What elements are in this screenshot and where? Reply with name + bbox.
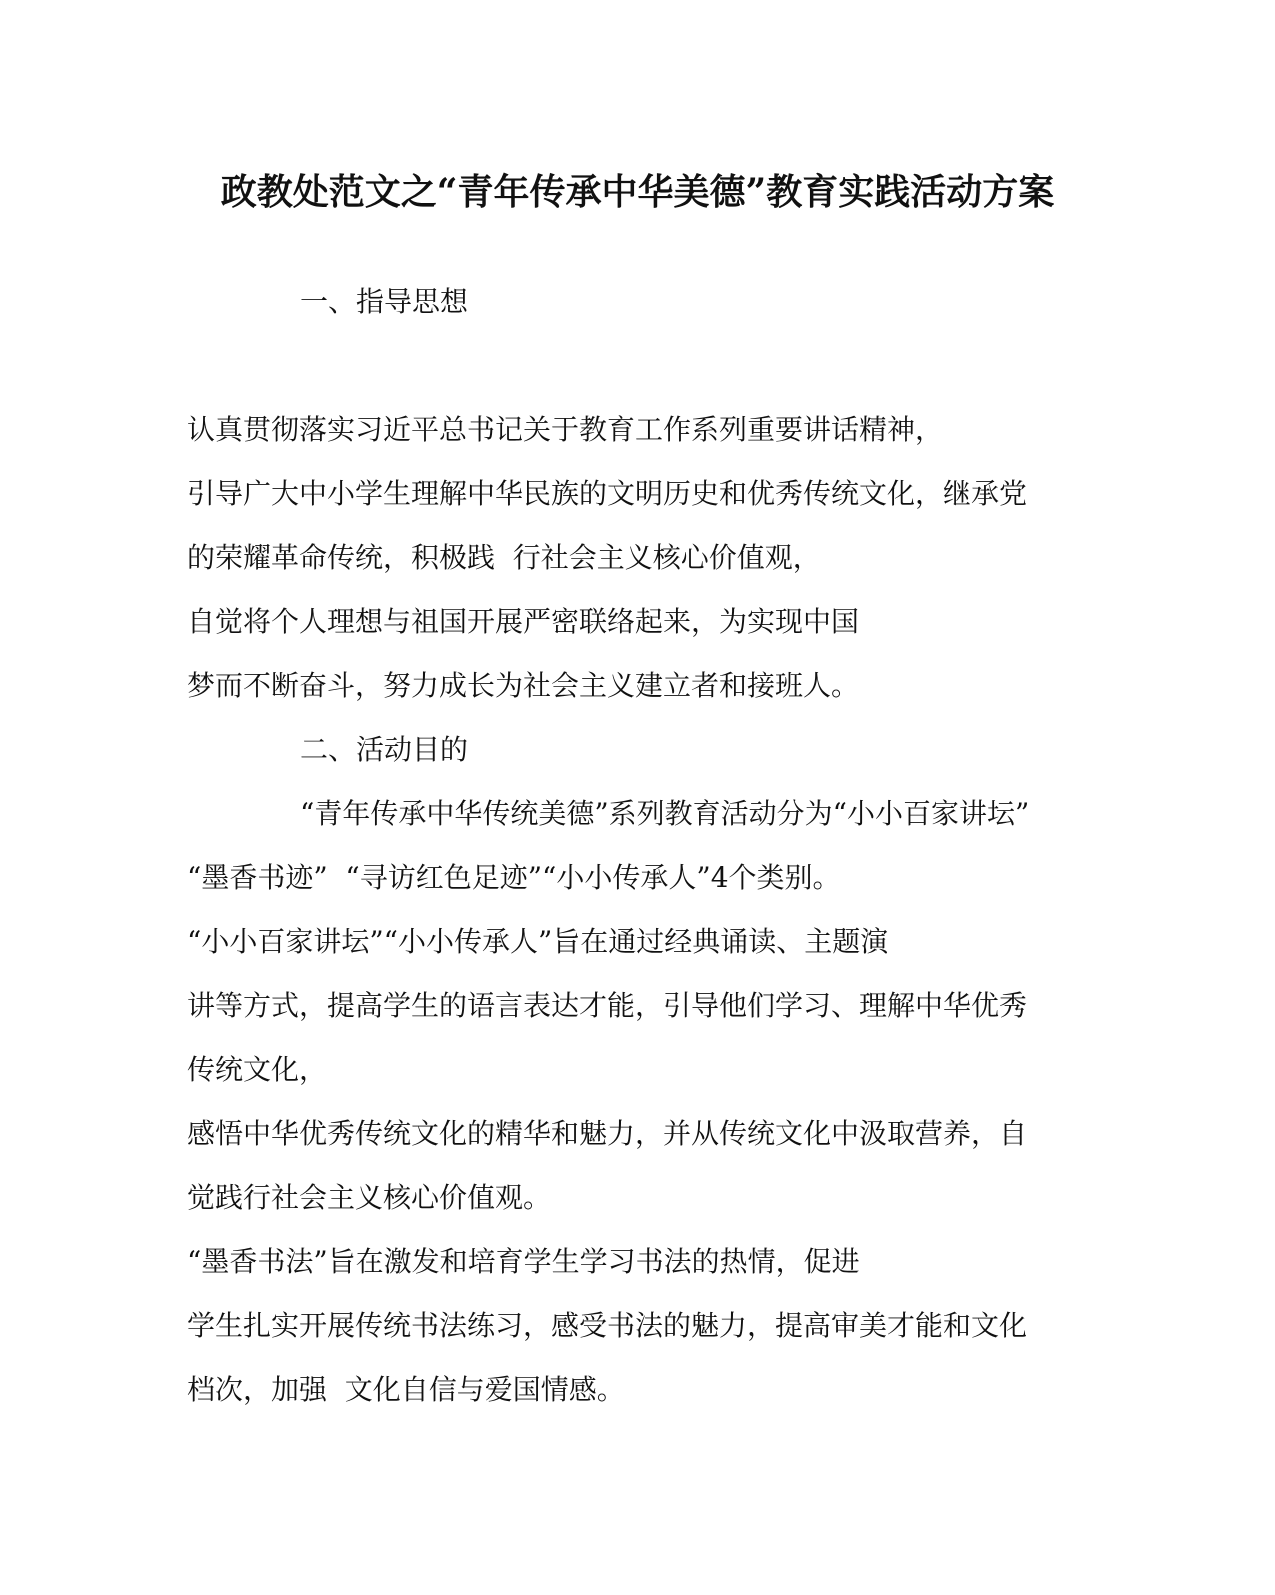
heading-activity-purpose: 二、活动目的 (300, 733, 469, 766)
paragraph-line: 学生扎实开展传统书法练习，感受书法的魅力，提高审美才能和文化 (187, 1309, 1028, 1342)
paragraph-line: 引导广大中小学生理解中华民族的文明历史和优秀传统文化，继承党 (187, 477, 1028, 510)
document-title: 政教处范文之“青年传承中华美德”教育实践活动方案 (220, 171, 1055, 213)
paragraph-line: “青年传承中华传统美德”系列教育活动分为“小小百家讲坛” (300, 797, 1030, 830)
paragraph-line: 档次，加强 文化自信与爱国情感。 (187, 1373, 625, 1406)
paragraph-line: 自觉将个人理想与祖国开展严密联络起来，为实现中国 (187, 605, 860, 638)
paragraph-line: “小小百家讲坛”“小小传承人”旨在通过经典诵读、主题演 (187, 925, 889, 958)
heading-guiding-ideology: 一、指导思想 (300, 285, 469, 318)
paragraph-line: 认真贯彻落实习近平总书记关于教育工作系列重要讲话精神， (187, 413, 944, 446)
paragraph-line: “墨香书迹” “寻访红色足迹”“小小传承人”4个类别。 (187, 861, 841, 894)
paragraph-line: “墨香书法”旨在激发和培育学生学习书法的热情，促进 (187, 1245, 860, 1278)
paragraph-line: 传统文化， (187, 1053, 328, 1086)
paragraph-line: 的荣耀革命传统，积极践 行社会主义核心价值观， (187, 541, 821, 574)
paragraph-line: 梦而不断奋斗，努力成长为社会主义建立者和接班人。 (187, 669, 860, 702)
paragraph-line: 觉践行社会主义核心价值观。 (187, 1181, 552, 1214)
paragraph-line: 讲等方式，提高学生的语言表达才能，引导他们学习、理解中华优秀 (187, 989, 1028, 1022)
paragraph-line: 感悟中华优秀传统文化的精华和魅力，并从传统文化中汲取营养，自 (187, 1117, 1028, 1150)
